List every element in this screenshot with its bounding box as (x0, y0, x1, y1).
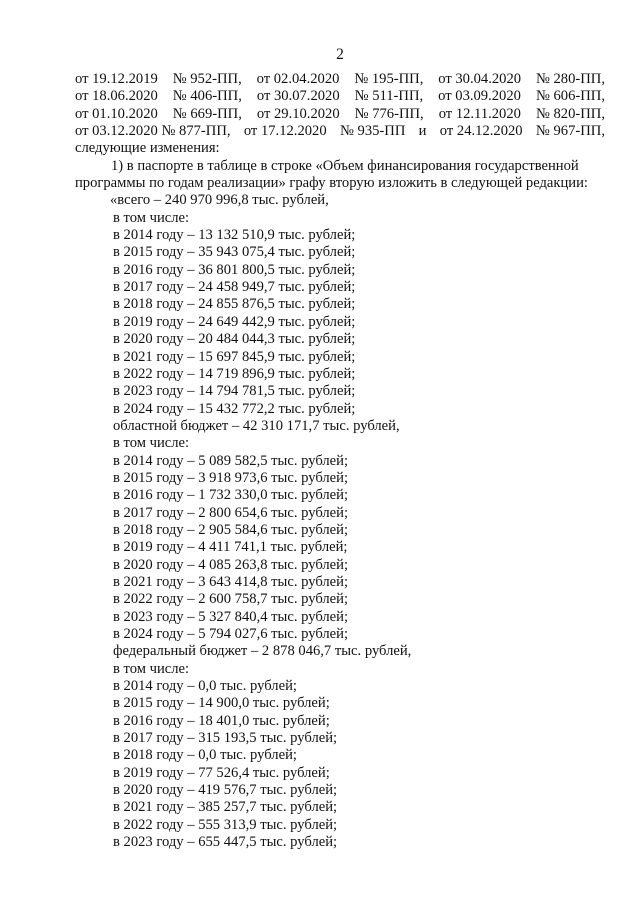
total-heading: «всего – 240 970 996,8 тыс. рублей, (110, 192, 329, 209)
year-amount: в 2015 году – 14 900,0 тыс. рублей; (113, 695, 330, 712)
decree-list (75, 71, 605, 158)
year-amount: в 2016 году – 36 801 800,5 тыс. рублей; (113, 261, 356, 278)
year-amount: в 2023 году – 5 327 840,4 тыс. рублей; (113, 608, 349, 625)
year-amount: в 2021 году – 385 257,7 тыс. рублей; (113, 799, 338, 816)
decree-number: № 606-ПП, (535, 88, 605, 105)
year-amount: в 2018 году – 2 905 584,6 тыс. рублей; (113, 521, 349, 538)
year-amount: в 2017 году – 2 800 654,6 тыс. рублей; (113, 504, 349, 521)
regional-amounts (75, 435, 605, 643)
federal-heading: федеральный бюджет – 2 878 046,7 тыс. рублей, (113, 643, 412, 660)
decree-number: № 935-ПП (339, 123, 406, 140)
decree-number: № 776-ПП, (354, 105, 424, 122)
year-amount: в 2024 году – 5 794 027,6 тыс. рублей; (113, 626, 349, 642)
year-amount: в 2017 году – 315 193,5 тыс. рублей; (113, 730, 338, 747)
decree-number: № 280-ПП, (535, 71, 605, 87)
page-number: 2 (336, 46, 344, 63)
decree-date: от 19.12.2019 (75, 71, 158, 87)
year-amount: в 2024 году – 15 432 772,2 тыс. рублей; (113, 400, 356, 417)
decree-date: от 03.09.2020 (438, 88, 521, 105)
year-amount: в 2020 году – 4 085 263,8 тыс. рублей; (113, 556, 349, 573)
year-amount: в 2016 году – 1 732 330,0 тыс. рублей; (113, 487, 349, 504)
decree-row (75, 88, 605, 105)
decree-tail: следующие изменения: (75, 140, 220, 157)
decree-date: от 30.07.2020 (256, 88, 340, 105)
decree-number: № 952-ПП, (172, 71, 242, 87)
year-amount: в 2018 году – 24 855 876,5 тыс. рублей; (113, 296, 356, 313)
year-amount: в 2022 году – 14 719 896,9 тыс. рублей; (113, 365, 356, 382)
decree-date: от 01.10.2020 (75, 105, 158, 122)
year-amount: в 2016 году – 18 401,0 тыс. рублей; (113, 712, 330, 729)
decree-date: от 29.10.2020 (256, 105, 340, 122)
decree-row (75, 106, 605, 123)
decree-row (75, 71, 605, 88)
year-amount: в 2018 году – 0,0 тыс. рублей; (113, 747, 297, 764)
year-amount: в 2020 году – 20 484 044,3 тыс. рублей; (113, 331, 356, 348)
decree-number: № 195-ПП, (354, 71, 424, 87)
year-amount: в 2019 году – 24 649 442,9 тыс. рублей; (113, 313, 356, 330)
regional-heading: областной бюджет – 42 310 171,7 тыс. рублей, (113, 417, 400, 434)
decree-date: от 24.12.2020 (439, 123, 523, 140)
item1-line: программы по годам реализации» графу вторую изложить в следующей редакции: (75, 175, 588, 192)
decree-date: от 02.04.2020 (256, 71, 340, 87)
year-amount: в 2019 году – 4 411 741,1 тыс. рублей; (113, 539, 348, 556)
year-amount: в 2022 году – 555 313,9 тыс. рублей; (113, 816, 338, 833)
decree-number: № 820-ПП, (535, 105, 605, 122)
year-amount: в 2015 году – 35 943 075,4 тыс. рублей; (113, 244, 356, 261)
year-amount: в 2020 году – 419 576,7 тыс. рублей; (113, 782, 338, 799)
decree-date-number: от 03.12.2020 № 877-ПП, (75, 123, 231, 140)
including-label: в том числе: (113, 209, 190, 226)
federal-amounts (75, 661, 605, 852)
year-amount: в 2022 году – 2 600 758,7 тыс. рублей; (113, 591, 349, 608)
year-amount: в 2017 году – 24 458 949,7 тыс. рублей; (113, 279, 356, 296)
year-amount: в 2014 году – 5 089 582,5 тыс. рублей; (113, 452, 349, 469)
decree-number: № 406-ПП, (172, 88, 242, 105)
decree-date: от 30.04.2020 (438, 71, 522, 87)
document-body (75, 71, 605, 851)
year-amount: в 2015 году – 3 918 973,6 тыс. рублей; (113, 469, 349, 486)
item1-line: 1) в паспорте в таблице в строке «Объем финансирования государственной (111, 157, 579, 174)
including-label: в том числе: (113, 660, 190, 677)
decree-number: № 669-ПП, (172, 105, 242, 122)
total-amounts (75, 210, 605, 418)
decree-number: № 967-ПП, (535, 123, 605, 140)
decree-date: от 18.06.2020 (75, 88, 158, 105)
year-amount: в 2014 году – 0,0 тыс. рублей; (113, 678, 297, 695)
year-amount: в 2023 году – 655 447,5 тыс. рублей; (113, 834, 338, 851)
decree-date: от 12.11.2020 (438, 105, 521, 122)
conjunction: и (418, 123, 427, 140)
decree-date: от 17.12.2020 (243, 123, 327, 140)
year-amount: в 2019 году – 77 526,4 тыс. рублей; (113, 764, 330, 781)
including-label: в том числе: (113, 435, 190, 452)
year-amount: в 2014 году – 13 132 510,9 тыс. рублей; (113, 227, 356, 244)
year-amount: в 2023 году – 14 794 781,5 тыс. рублей; (113, 383, 356, 400)
year-amount: в 2021 году – 3 643 414,8 тыс. рублей; (113, 573, 349, 590)
decree-number: № 511-ПП, (354, 88, 424, 105)
decree-row (75, 123, 605, 140)
year-amount: в 2021 году – 15 697 845,9 тыс. рублей; (113, 348, 356, 365)
